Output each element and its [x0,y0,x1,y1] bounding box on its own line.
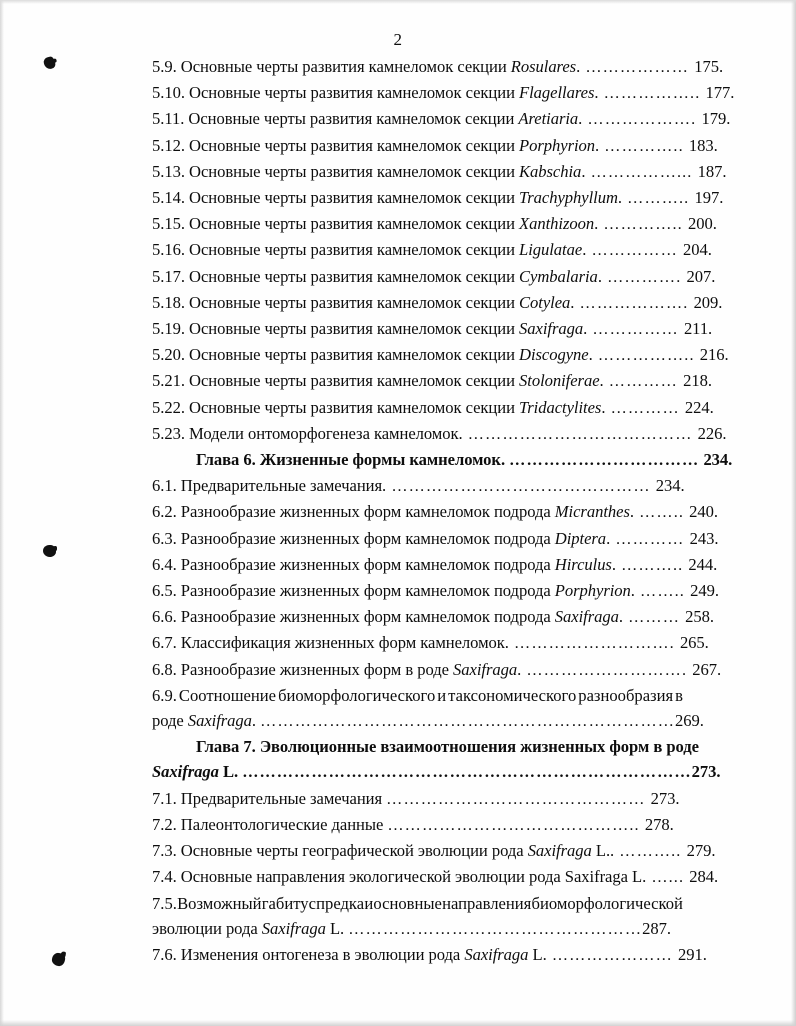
toc-entry-text: Основные черты географической эволюции рода [180,841,528,861]
toc-entry-word: предка [316,893,365,913]
toc-entry-text-suffix: . [583,319,588,339]
toc-entry-word: габитус [261,893,316,913]
leader-dots: ………………………. [508,634,680,653]
page-ref: 249. [690,581,719,601]
toc-entry [152,133,718,159]
toc-entry [152,80,735,106]
toc-entry-number: 5.12. [152,135,190,155]
toc-entry-text: Основные черты развития камнеломок секции [188,109,519,129]
toc-entry-number: 5.20. [152,345,190,365]
page-ref: 265. [679,633,709,653]
toc-group-chapter-5 [152,54,735,447]
toc-entry-text-suffix: . [582,240,587,260]
toc-entry-text: Основные черты развития камнеломок секции [189,83,520,103]
toc-entry-number: 5.10. [152,83,190,103]
taxon-name: Cymbalaria [519,266,598,286]
taxon-name: Xanthizoon [519,214,595,234]
toc-entry-text-suffix: L. [528,944,547,964]
toc-entry-text-suffix: . [517,659,522,679]
chapter-heading-suffix: . [500,450,506,470]
leader-dots: …………………………………………………………………… [242,763,692,782]
toc-entry-text: Модели онтоморфогенеза камнеломок. [189,423,463,443]
page-ref: 287. [642,918,671,938]
page-ref: 243. [689,528,719,548]
chapter-heading-line-1: Глава 7. Эволюционные взаимоотношения жизненных форм в роде [196,737,699,757]
toc-entry-text: Основные черты развития камнеломок секции [189,319,520,339]
taxon-name: Saxifraga [152,762,219,782]
taxon-name: Porphyrion [519,135,596,155]
toc-entry [152,786,683,812]
leader-dots: ……….. [614,842,687,861]
toc-entry-text-suffix: . [629,502,634,522]
toc-entry [152,812,683,838]
toc-entry-word: и [437,685,447,705]
table-of-contents [152,54,735,968]
ink-blot-artifact [43,56,57,70]
toc-entry-number: 6.6. [152,607,181,627]
taxon-name: Saxifraga [453,659,518,679]
toc-entry-text: Основные направления экологической эволюции рода Saxifraga L. [180,867,647,887]
taxon-name: Kabschia [519,161,582,181]
toc-entry-word: разнообразия [578,685,674,705]
toc-entry-line-continuation [152,916,683,942]
leader-dots: …... [646,868,690,887]
toc-entry-text-suffix: . [594,214,599,234]
toc-entry-word: биоморфологической [531,893,683,913]
toc-entry-word: в [675,685,683,705]
toc-entry-text: Палеонтологические данные [180,814,388,834]
toc-entry-word: биоморфологического [278,685,436,705]
leader-dots: ………………… [546,945,679,964]
toc-entry-number: 7.3. [152,841,181,861]
toc-entry-text-suffix: . [588,345,593,365]
taxon-name: Diptera [554,528,607,548]
toc-entry-text: Основные черты развития камнеломок секции [189,345,520,365]
toc-entry-text-suffix: . [578,109,583,129]
toc-group-chapter-7-b [152,942,707,968]
toc-group-chapter-7-a [152,786,719,891]
toc-entry-text-suffix: . [606,528,611,548]
toc-entry-text: Разнообразие жизненных форм камнеломок подрода [180,502,555,522]
toc-entry-number: 6.9. [152,685,177,705]
toc-entry-text: Разнообразие жизненных форм камнеломок подрода [180,581,555,601]
page-ref: 179. [701,109,731,129]
taxon-name: Cotylea [519,292,571,312]
toc-entry [152,604,714,630]
toc-entry-text-suffix: . [618,607,623,627]
toc-entry [152,838,716,864]
toc-entry-number: 5.9. [152,57,181,76]
toc-entry [152,368,712,394]
leader-dots: ……………………………………………………………… [260,712,676,731]
page-ref: 204. [683,240,712,260]
toc-entry-line-justified [152,891,683,916]
toc-entry-text-suffix: . [597,266,602,286]
toc-entry-text-suffix: L. [325,918,345,938]
scan-edge-left [0,0,4,1026]
leader-dots: ………… [603,372,684,391]
toc-entry-text: Предварительные замечания [180,788,387,808]
toc-entry [152,237,712,263]
page-ref: 234. [655,476,685,496]
toc-entry [152,552,718,578]
leader-dots: ………………………………… [462,424,698,443]
toc-entry-text: Изменения онтогенеза в эволюции рода [180,944,465,964]
toc-entry-line-continuation [152,708,704,734]
page-ref: 244. [688,554,718,574]
toc-entry-word: Возможный [177,893,262,913]
leader-dots: …………… [586,241,684,260]
toc-entry [152,942,707,968]
leader-dots: ………………. [582,110,702,129]
toc-entry [152,864,719,890]
leader-dots: ………………………. [521,660,693,679]
page-ref: 177. [705,83,735,103]
page-ref: 267. [692,659,722,679]
toc-chapter-heading-6 [152,447,733,473]
toc-entry-text-suffix: . [581,161,586,181]
toc-entry-text: роде [152,711,188,731]
page-ref: 175. [694,57,724,76]
toc-entry-text-suffix: . [576,57,581,76]
toc-entry-number: 5.14. [152,188,190,208]
toc-entry-text: Разнообразие жизненных форм в роде [180,659,454,679]
toc-entry-word: Соотношение [178,685,277,705]
toc-entry-text: эволюции рода [152,918,262,938]
leader-dots: ……….. [622,189,695,208]
page-ref: 209. [693,292,723,312]
toc-entry-number: 6.8. [152,659,181,679]
toc-entry [152,499,718,525]
leader-dots: ………… [610,529,690,548]
toc-entry-text: Основные черты развития камнеломок секции [189,397,520,417]
taxon-name: Discogyne [519,345,589,365]
toc-entry-number: 6.5. [152,581,181,601]
toc-entry-number: 7.6. [152,944,181,964]
leader-dots: ……………... [585,162,698,181]
leader-dots: …………… [587,320,684,339]
taxon-name: Saxifraga [464,944,529,964]
toc-entry-text: Разнообразие жизненных форм камнеломок подрода [180,554,555,574]
page-number: 2 [393,30,403,49]
toc-entry-text-suffix: . [251,711,257,731]
leader-dots: …….. [634,582,691,601]
page-ref: 200. [687,214,717,234]
toc-entry [152,264,716,290]
toc-entry-text-suffix: . [611,554,616,574]
toc-entry [152,630,709,656]
page-ref: 279. [686,841,716,861]
toc-entry-number: 6.4. [152,554,181,574]
toc-entry-text: Разнообразие жизненных форм камнеломок подрода [180,528,555,548]
toc-entry-text-suffix: . [630,581,635,601]
toc-entry-number: 6.2. [152,502,181,522]
toc-entry-text-suffix: . [595,135,600,155]
toc-entry [152,106,731,132]
toc-entry-text-suffix: . [594,83,599,103]
toc-entry-text: Основные черты развития камнеломок секции [189,266,520,286]
taxon-name: Micranthes [554,502,630,522]
leader-dots: ………… [605,398,685,417]
page-ref: 183. [688,135,718,155]
taxon-name: Saxifraga [527,841,592,861]
toc-entry-text-suffix: L.. [591,841,615,861]
leader-dots: …….. [633,503,690,522]
toc-entry-number: 5.11. [152,109,189,129]
taxon-name: Porphyrion [554,581,631,601]
leader-dots: …………………………………………… [348,919,643,938]
leader-dots: ………….. [598,215,688,234]
page-ref: 234. [703,450,733,470]
page-ref: 278. [644,814,674,834]
toc-entry-text: Основные черты развития камнеломок секции [189,161,520,181]
toc-entry [152,290,723,316]
toc-entry [152,473,683,499]
toc-entry-number: 6.3. [152,528,181,548]
toc-entry-text: Основные черты развития камнеломок секции [189,371,520,391]
page-ref: 224. [684,397,714,417]
toc-entry [152,657,722,683]
chapter-heading-label: Глава 6. Жизненные формы камнеломок [196,450,501,470]
page-ref: 216. [699,345,729,365]
toc-entry [152,211,717,237]
taxon-name: Aretiaria [518,109,579,129]
leader-dots: ………………. [574,293,694,312]
taxon-name: Saxifraga [519,319,584,339]
leader-dots: ……………………………………… [386,789,651,808]
toc-entry-text: Основные черты развития камнеломок секции [189,292,520,312]
leader-dots: ……………………………………… [386,477,656,496]
toc-entry-word: и [364,893,374,913]
page-ref: 187. [697,161,727,181]
toc-entry-text-suffix: . [617,188,623,208]
toc-entry-number: 6.7. [152,633,181,653]
toc-entry-number: 5.18. [152,292,190,312]
toc-entry-number: 7.2. [152,814,181,834]
leader-dots: ……….. [615,555,689,574]
page-ref: 273. [650,788,680,808]
page-ref: 207. [686,266,716,286]
leader-dots: ……………… [580,58,695,76]
toc-entry-number: 5.22. [152,397,190,417]
page-ref: 269. [675,711,704,731]
page-ref: 226. [697,423,727,443]
page-ref: 197. [694,188,724,208]
toc-entry [152,316,713,342]
toc-entry [152,421,727,447]
toc-entry-text: Основные черты развития камнеломок секции [189,188,520,208]
toc-entry-number: 7.1. [152,788,181,808]
taxon-name: Ligulatae [519,240,583,260]
taxon-name: Saxifraga [554,607,619,627]
toc-entry-word: таксономического [448,685,577,705]
taxon-name: Tridactylites [519,397,602,417]
toc-entry-number: 5.15. [152,214,190,234]
taxon-name: Stoloniferae [519,371,600,391]
toc-entry-number: 7.4. [152,867,181,887]
leader-dots: …………. [601,267,687,286]
toc-entry-number: 5.23. [152,423,190,443]
toc-entry [152,526,719,552]
toc-entry-number: 6.1. [152,476,181,496]
ink-blot-artifact [43,545,56,557]
toc-entry-text: Предварительные замечания. [180,476,387,496]
toc-entry-line-justified [152,683,683,708]
taxon-name: Saxifraga [261,918,326,938]
leader-dots: ………….. [599,136,689,155]
taxon-name: Flagellares [519,83,595,103]
toc-entry-text: Основные черты развития камнеломок секции [189,214,520,234]
toc-entry [152,185,724,211]
toc-entry-number: 7.5. [152,893,177,913]
toc-entry-text: Разнообразие жизненных форм камнеломок подрода [180,607,555,627]
toc-entry-number: 5.19. [152,319,190,339]
toc-entry [152,578,719,604]
page-ref: 273. [691,762,721,782]
page-ref: 240. [689,502,718,522]
toc-entry-6-9 [152,683,704,734]
toc-entry-text: Основные черты развития камнеломок секции [189,135,520,155]
taxon-name: Hirculus [554,554,612,574]
leader-dots: …………………………………….. [387,815,645,834]
leader-dots: …………….. [592,346,700,365]
leader-dots: …………….. [598,84,706,103]
toc-group-chapter-6 [152,473,722,683]
scan-edge-top [0,0,796,4]
toc-entry-text: Основные черты развития камнеломок секции [189,240,520,260]
page-ref: 211. [683,319,713,339]
page-ref: 284. [689,867,719,887]
toc-entry-text: Основные черты развития камнеломок секции [180,57,511,76]
page-ref: 291. [678,944,707,964]
toc-entry [152,54,724,80]
toc-entry-text-suffix: . [601,397,606,417]
toc-entry-7-5 [152,891,683,942]
toc-entry-text-suffix: . [570,292,575,312]
toc-entry-word: основные [373,893,442,913]
toc-entry-text-suffix: . [599,371,604,391]
toc-entry-word: направления [442,893,532,913]
toc-entry-number: 5.16. [152,240,190,260]
scan-edge-right [791,0,796,1026]
toc-entry-number: 5.21. [152,371,190,391]
page-ref: 258. [685,607,714,627]
ink-blot-artifact [51,952,66,967]
leader-dots: ……… [622,608,686,627]
toc-entry-number: 5.17. [152,266,190,286]
toc-entry [152,395,714,421]
toc-entry-number: 5.13. [152,161,190,181]
toc-entry [152,159,727,185]
chapter-heading-suffix: L. [218,762,239,782]
toc-chapter-heading-7 [152,734,721,785]
scan-edge-bottom [0,1020,796,1026]
toc-entry-text: Классификация жизненных форм камнеломок. [180,633,509,653]
taxon-name: Rosulares [510,57,577,76]
toc-entry [152,342,729,368]
leader-dots: …………………………… [509,451,700,470]
chapter-heading-line-2 [152,759,721,785]
taxon-name: Trachyphyllum [519,188,618,208]
page-ref: 218. [683,371,712,391]
taxon-name: Saxifraga [187,711,252,731]
